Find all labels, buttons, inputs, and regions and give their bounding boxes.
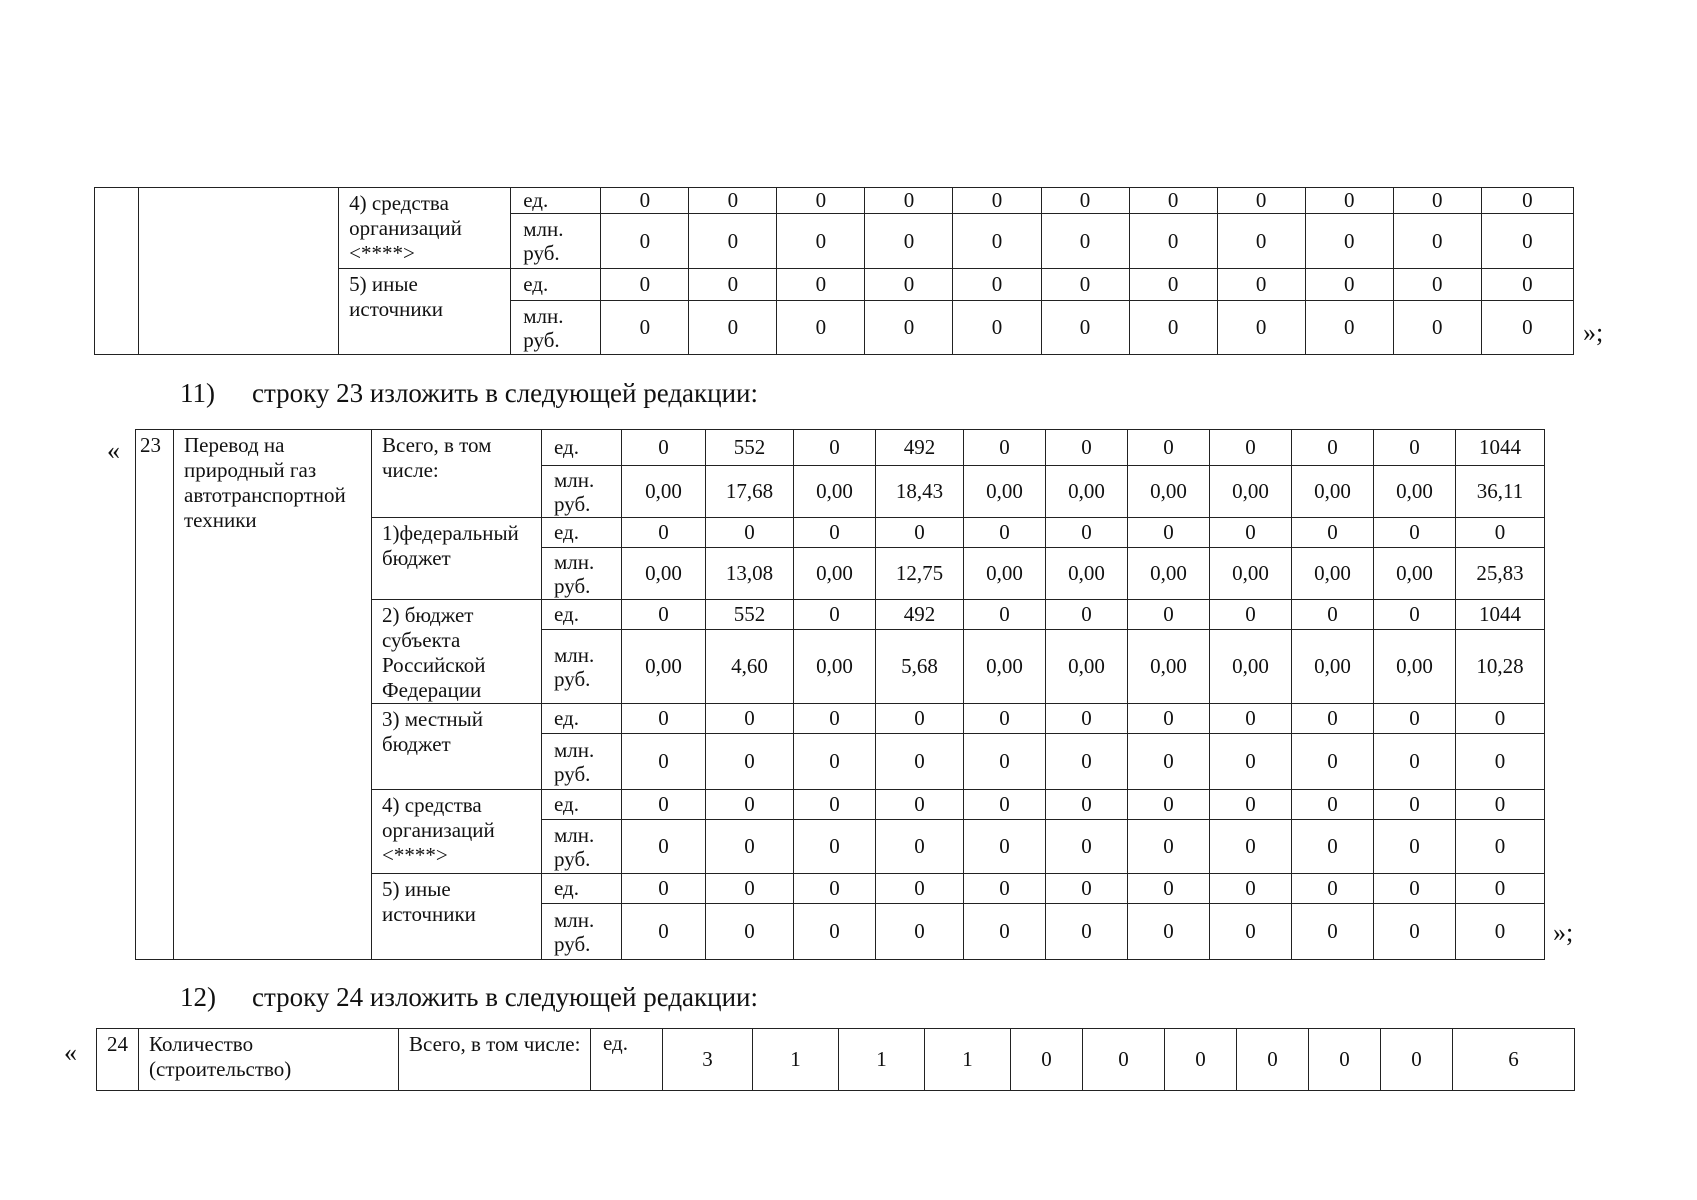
- count-value-cell: 0: [1393, 188, 1481, 214]
- count-value-cell: 0: [1292, 704, 1374, 734]
- count-value-cell: 0: [622, 518, 706, 548]
- count-value-cell: 0: [689, 269, 777, 301]
- money-value-cell: 0: [706, 904, 794, 960]
- money-value-cell: 0,00: [1374, 466, 1456, 518]
- money-value-cell: 0: [1217, 301, 1305, 355]
- count-value-cell: 0: [1292, 518, 1374, 548]
- paragraph-12: [180, 982, 758, 1013]
- count-value-cell: 0: [964, 600, 1046, 630]
- unit-count-cell: ед.: [542, 600, 622, 630]
- funding-source-cell: 3) местный бюджет: [372, 704, 542, 790]
- count-value-cell: 0: [1128, 430, 1210, 466]
- money-value-cell: 0: [1305, 214, 1393, 269]
- paragraph-11: [180, 378, 758, 409]
- item-name-cell: [139, 188, 339, 355]
- count-value-cell: 0: [1041, 269, 1129, 301]
- money-value-cell: 0,00: [964, 630, 1046, 704]
- money-value-cell: 0,00: [964, 548, 1046, 600]
- unit-money-cell: млн. руб.: [542, 734, 622, 790]
- money-value-cell: 0,00: [964, 466, 1046, 518]
- money-value-cell: 0,00: [622, 548, 706, 600]
- row-23-table: [135, 429, 1545, 960]
- count-value-cell: 0: [1305, 188, 1393, 214]
- table1-closing-quote: »;: [1583, 318, 1604, 347]
- money-value-cell: 17,68: [706, 466, 794, 518]
- money-value-cell: 0,00: [1292, 466, 1374, 518]
- money-value-cell: 0: [1046, 734, 1128, 790]
- money-value-cell: 0: [777, 301, 865, 355]
- count-value-cell: 0: [794, 518, 876, 548]
- count-value-cell: 0: [964, 704, 1046, 734]
- count-value-cell: 0: [706, 790, 794, 820]
- unit-count-cell: ед.: [542, 790, 622, 820]
- count-value-cell: 0: [1374, 600, 1456, 630]
- money-value-cell: 10,28: [1456, 630, 1545, 704]
- unit-count-cell: ед.: [542, 518, 622, 548]
- funding-source-cell: 4) средства организаций <****>: [339, 188, 511, 269]
- funding-source-cell: 5) иные источники: [372, 874, 542, 960]
- count-value-cell: 0: [964, 518, 1046, 548]
- count-value-cell: 0: [1129, 269, 1217, 301]
- money-value-cell: 12,75: [876, 548, 964, 600]
- money-value-cell: 0: [964, 904, 1046, 960]
- money-value-cell: 0,00: [1374, 548, 1456, 600]
- count-value-cell: 0: [1210, 874, 1292, 904]
- money-value-cell: 0: [622, 734, 706, 790]
- count-value-cell: 0: [1374, 874, 1456, 904]
- count-value-cell: 0: [622, 600, 706, 630]
- count-value-cell: 0: [865, 188, 953, 214]
- row-number-cell: 24: [97, 1029, 139, 1091]
- money-value-cell: 13,08: [706, 548, 794, 600]
- count-value-cell: 0: [1481, 188, 1573, 214]
- count-value-cell: 492: [876, 430, 964, 466]
- count-value-cell: 1044: [1456, 600, 1545, 630]
- table-row: [136, 430, 1545, 466]
- count-value-cell: 0: [1292, 600, 1374, 630]
- money-value-cell: 18,43: [876, 466, 964, 518]
- table2-closing-quote: »;: [1553, 918, 1574, 947]
- money-value-cell: 0,00: [1128, 630, 1210, 704]
- money-value-cell: 0: [794, 820, 876, 874]
- money-value-cell: 0,00: [1292, 548, 1374, 600]
- money-value-cell: 0: [1374, 734, 1456, 790]
- count-value-cell: 0: [706, 874, 794, 904]
- money-value-cell: 0: [1292, 904, 1374, 960]
- count-value-cell: 0: [1210, 600, 1292, 630]
- money-value-cell: 0,00: [1046, 630, 1128, 704]
- count-value-cell: 0: [1210, 518, 1292, 548]
- count-value-cell: 0: [1046, 518, 1128, 548]
- money-value-cell: 0: [964, 734, 1046, 790]
- table-row: [95, 188, 1574, 214]
- count-value-cell: 0: [777, 269, 865, 301]
- money-value-cell: 0: [777, 214, 865, 269]
- count-value-cell: 0: [876, 518, 964, 548]
- funding-source-cell: 2) бюджет субъекта Российской Федерации: [372, 600, 542, 704]
- money-value-cell: 0,00: [1210, 466, 1292, 518]
- count-value-cell: 0: [794, 790, 876, 820]
- item-name-cell: Количество (строительство): [139, 1029, 399, 1091]
- count-value-cell: 0: [876, 874, 964, 904]
- count-value-cell: 0: [794, 430, 876, 466]
- count-value-cell: 0: [1456, 518, 1545, 548]
- count-value-cell: 0: [1292, 790, 1374, 820]
- money-value-cell: 0,00: [794, 630, 876, 704]
- paragraph-12-number: 12): [180, 982, 216, 1012]
- count-value-cell: 0: [865, 269, 953, 301]
- table-row: [97, 1029, 1575, 1091]
- money-value-cell: 0: [1481, 301, 1573, 355]
- value-cell: 0: [1011, 1029, 1083, 1091]
- money-value-cell: 0,00: [622, 466, 706, 518]
- count-value-cell: 0: [1217, 188, 1305, 214]
- count-value-cell: 0: [1393, 269, 1481, 301]
- money-value-cell: 0: [1128, 734, 1210, 790]
- count-value-cell: 0: [1128, 600, 1210, 630]
- count-value-cell: 0: [1292, 430, 1374, 466]
- money-value-cell: 0: [794, 734, 876, 790]
- unit-money-cell: млн. руб.: [542, 630, 622, 704]
- money-value-cell: 0: [964, 820, 1046, 874]
- money-value-cell: 0: [1210, 904, 1292, 960]
- money-value-cell: 25,83: [1456, 548, 1545, 600]
- count-value-cell: 0: [1041, 188, 1129, 214]
- money-value-cell: 0: [876, 820, 964, 874]
- count-value-cell: 492: [876, 600, 964, 630]
- money-value-cell: 0: [1393, 301, 1481, 355]
- money-value-cell: 0: [1456, 820, 1545, 874]
- unit-cell: ед.: [591, 1029, 663, 1091]
- money-value-cell: 0: [1129, 214, 1217, 269]
- count-value-cell: 0: [1046, 600, 1128, 630]
- money-value-cell: 0: [601, 214, 689, 269]
- unit-money-cell: млн. руб.: [542, 548, 622, 600]
- count-value-cell: 0: [689, 188, 777, 214]
- unit-money-cell: млн. руб.: [511, 301, 601, 355]
- money-value-cell: 0,00: [1128, 466, 1210, 518]
- unit-money-cell: млн. руб.: [542, 820, 622, 874]
- value-cell: 1: [753, 1029, 839, 1091]
- money-value-cell: 0: [1046, 904, 1128, 960]
- count-value-cell: 0: [953, 269, 1041, 301]
- count-value-cell: 0: [1374, 704, 1456, 734]
- money-value-cell: 0: [1305, 301, 1393, 355]
- count-value-cell: 0: [1305, 269, 1393, 301]
- paragraph-11-text: строку 23 изложить в следующей редакции:: [252, 378, 759, 408]
- count-value-cell: 0: [964, 790, 1046, 820]
- count-value-cell: 0: [1217, 269, 1305, 301]
- count-value-cell: 0: [794, 600, 876, 630]
- count-value-cell: 0: [1456, 790, 1545, 820]
- money-value-cell: 0,00: [622, 630, 706, 704]
- count-value-cell: 0: [794, 874, 876, 904]
- funding-source-cell: 1)федеральный бюджет: [372, 518, 542, 600]
- item-name-cell: Перевод на природный газ автотранспортной техники: [174, 430, 372, 960]
- count-value-cell: 0: [777, 188, 865, 214]
- money-value-cell: 0,00: [1046, 466, 1128, 518]
- money-value-cell: 0: [689, 301, 777, 355]
- value-cell: 0: [1083, 1029, 1165, 1091]
- paragraph-12-text: строку 24 изложить в следующей редакции:: [252, 982, 759, 1012]
- money-value-cell: 0: [1456, 734, 1545, 790]
- money-value-cell: 0: [1481, 214, 1573, 269]
- money-value-cell: 0: [706, 734, 794, 790]
- money-value-cell: 0: [622, 904, 706, 960]
- count-value-cell: 0: [953, 188, 1041, 214]
- funding-source-cell: Всего, в том числе:: [372, 430, 542, 518]
- money-value-cell: 0: [706, 820, 794, 874]
- value-cell: 6: [1453, 1029, 1575, 1091]
- value-cell: 1: [925, 1029, 1011, 1091]
- value-cell: 0: [1381, 1029, 1453, 1091]
- row-number-cell: [95, 188, 139, 355]
- money-value-cell: 0: [601, 301, 689, 355]
- count-value-cell: 1044: [1456, 430, 1545, 466]
- count-value-cell: 0: [706, 704, 794, 734]
- funding-source-cell: 5) иные источники: [339, 269, 511, 355]
- money-value-cell: 4,60: [706, 630, 794, 704]
- unit-count-cell: ед.: [511, 269, 601, 301]
- count-value-cell: 0: [876, 790, 964, 820]
- count-value-cell: 0: [1210, 430, 1292, 466]
- count-value-cell: 0: [1128, 518, 1210, 548]
- count-value-cell: 0: [622, 430, 706, 466]
- money-value-cell: 0: [1292, 820, 1374, 874]
- money-value-cell: 0,00: [1210, 548, 1292, 600]
- count-value-cell: 552: [706, 430, 794, 466]
- money-value-cell: 0: [1292, 734, 1374, 790]
- money-value-cell: 0,00: [1128, 548, 1210, 600]
- money-value-cell: 0: [1128, 820, 1210, 874]
- money-value-cell: 0: [622, 820, 706, 874]
- unit-money-cell: млн. руб.: [542, 466, 622, 518]
- value-cell: 3: [663, 1029, 753, 1091]
- money-value-cell: 0: [794, 904, 876, 960]
- money-value-cell: 0: [1210, 734, 1292, 790]
- count-value-cell: 0: [1128, 874, 1210, 904]
- paragraph-11-number: 11): [180, 378, 215, 408]
- table3-open-quote: «: [64, 1038, 77, 1067]
- money-value-cell: 0: [953, 214, 1041, 269]
- source-cell: Всего, в том числе:: [399, 1029, 591, 1091]
- count-value-cell: 0: [964, 874, 1046, 904]
- money-value-cell: 0: [1217, 214, 1305, 269]
- money-value-cell: 0: [953, 301, 1041, 355]
- money-value-cell: 0: [876, 904, 964, 960]
- money-value-cell: 0,00: [1210, 630, 1292, 704]
- count-value-cell: 0: [601, 188, 689, 214]
- count-value-cell: 0: [1128, 704, 1210, 734]
- continuation-table: [94, 187, 1574, 355]
- count-value-cell: 0: [1456, 704, 1545, 734]
- count-value-cell: 0: [964, 430, 1046, 466]
- money-value-cell: 0: [1374, 904, 1456, 960]
- money-value-cell: 0: [1393, 214, 1481, 269]
- count-value-cell: 0: [1046, 874, 1128, 904]
- unit-count-cell: ед.: [542, 704, 622, 734]
- value-cell: 1: [839, 1029, 925, 1091]
- money-value-cell: 0: [865, 301, 953, 355]
- count-value-cell: 0: [622, 874, 706, 904]
- count-value-cell: 0: [1046, 430, 1128, 466]
- count-value-cell: 0: [1374, 430, 1456, 466]
- row-24-table: [96, 1028, 1575, 1091]
- money-value-cell: 0: [689, 214, 777, 269]
- count-value-cell: 0: [1046, 704, 1128, 734]
- money-value-cell: 0: [1041, 214, 1129, 269]
- money-value-cell: 5,68: [876, 630, 964, 704]
- count-value-cell: 0: [876, 704, 964, 734]
- count-value-cell: 0: [622, 704, 706, 734]
- count-value-cell: 0: [1046, 790, 1128, 820]
- money-value-cell: 0,00: [794, 548, 876, 600]
- unit-money-cell: млн. руб.: [542, 904, 622, 960]
- money-value-cell: 0,00: [1374, 630, 1456, 704]
- money-value-cell: 0: [865, 214, 953, 269]
- money-value-cell: 0,00: [1046, 548, 1128, 600]
- count-value-cell: 0: [622, 790, 706, 820]
- value-cell: 0: [1165, 1029, 1237, 1091]
- money-value-cell: 0: [1456, 904, 1545, 960]
- money-value-cell: 0,00: [1292, 630, 1374, 704]
- count-value-cell: 0: [794, 704, 876, 734]
- count-value-cell: 0: [1481, 269, 1573, 301]
- row-number-cell: 23: [136, 430, 174, 960]
- count-value-cell: 0: [1210, 790, 1292, 820]
- count-value-cell: 0: [601, 269, 689, 301]
- count-value-cell: 0: [1292, 874, 1374, 904]
- money-value-cell: 0: [876, 734, 964, 790]
- value-cell: 0: [1237, 1029, 1309, 1091]
- count-value-cell: 0: [1128, 790, 1210, 820]
- unit-count-cell: ед.: [542, 874, 622, 904]
- count-value-cell: 0: [1374, 518, 1456, 548]
- money-value-cell: 0: [1210, 820, 1292, 874]
- count-value-cell: 0: [706, 518, 794, 548]
- count-value-cell: 0: [1129, 188, 1217, 214]
- table2-open-quote: «: [107, 436, 120, 465]
- money-value-cell: 0: [1374, 820, 1456, 874]
- unit-count-cell: ед.: [542, 430, 622, 466]
- count-value-cell: 0: [1456, 874, 1545, 904]
- money-value-cell: 0,00: [794, 466, 876, 518]
- money-value-cell: 0: [1046, 820, 1128, 874]
- money-value-cell: 36,11: [1456, 466, 1545, 518]
- count-value-cell: 0: [1374, 790, 1456, 820]
- money-value-cell: 0: [1128, 904, 1210, 960]
- unit-money-cell: млн. руб.: [511, 214, 601, 269]
- funding-source-cell: 4) средства организаций <****>: [372, 790, 542, 874]
- money-value-cell: 0: [1041, 301, 1129, 355]
- unit-count-cell: ед.: [511, 188, 601, 214]
- value-cell: 0: [1309, 1029, 1381, 1091]
- count-value-cell: 552: [706, 600, 794, 630]
- count-value-cell: 0: [1210, 704, 1292, 734]
- money-value-cell: 0: [1129, 301, 1217, 355]
